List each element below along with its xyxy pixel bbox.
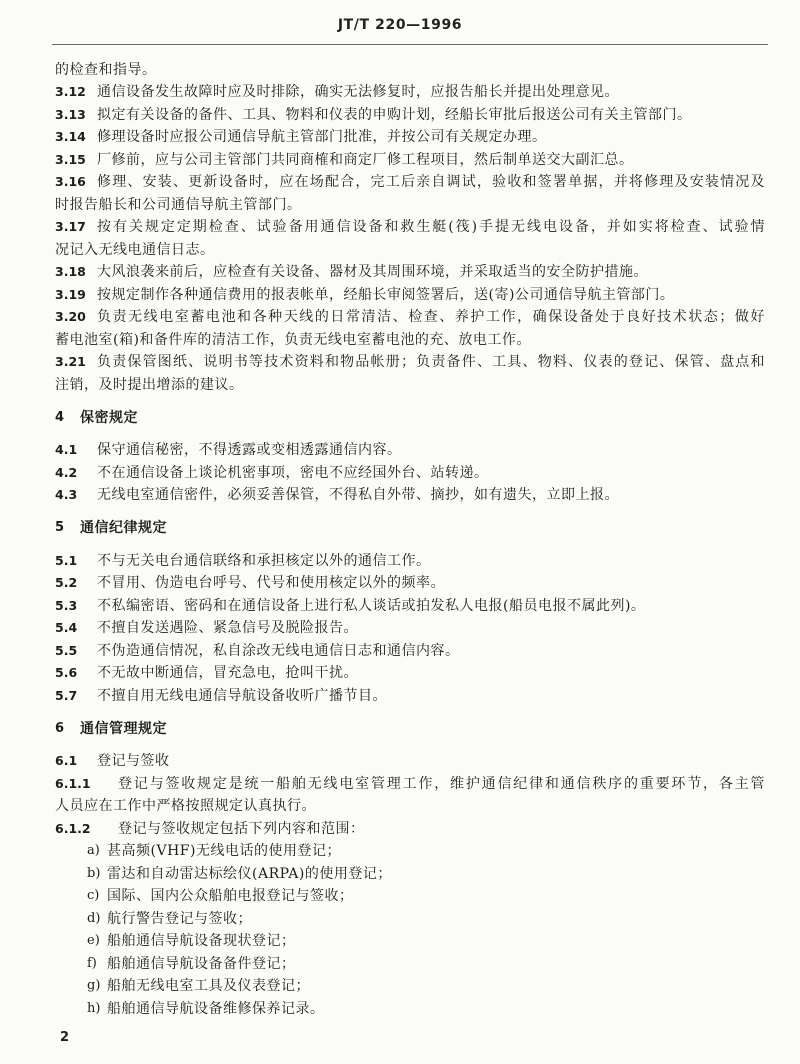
clause-number: 3.15 [55, 151, 86, 167]
section-number: 4 [55, 409, 65, 425]
clause-text-continued: 注销，及时提出增添的建议。 [55, 376, 244, 393]
clause-4-2 [55, 462, 765, 485]
clause-number: 6.1.2 [55, 820, 91, 836]
clause-text: 负责保管图纸、说明书等技术资料和物品帐册；负责备件、工具、物料、仪表的登记、保管、盘点和 [97, 354, 765, 371]
section-title: 通信纪律规定 [80, 520, 167, 537]
clause-text: 通信设备发生故障时应及时排除，确实无法修复时，应报告船长并提出处理意见。 [97, 84, 619, 101]
clause-3-17 [55, 216, 765, 261]
clause-5-1 [55, 550, 765, 573]
clause-text: 负责无线电室蓄电池和各种天线的日常清洁、检查、养护工作，确保设备处于良好技术状态；做好 [97, 309, 765, 326]
subsection-number: 6.1 [55, 753, 78, 769]
clause-line [55, 306, 765, 329]
clause-number: 3.13 [55, 106, 86, 122]
clause-6-1-1 [55, 773, 765, 818]
clause-4-1 [55, 439, 765, 462]
list-item-text: 国际、国内公众船舶电报登记与签收； [107, 888, 354, 905]
clause-5-4 [55, 617, 765, 640]
clause-number: 3.16 [55, 174, 86, 190]
clause-3-12 [55, 81, 765, 104]
clause-3-19 [55, 284, 765, 307]
clause-6-1-2 [55, 818, 765, 841]
continued-text: 的检查和指导。 [55, 61, 157, 78]
clause-line [55, 374, 765, 397]
clause-line [55, 216, 765, 239]
registration-list [55, 840, 765, 1020]
clause-text: 无线电室通信密件，必须妥善保管，不得私自外带、摘抄，如有遗失，立即上报。 [97, 487, 619, 504]
clause-number: 4.1 [55, 442, 78, 458]
clause-3-21 [55, 351, 765, 396]
clause-5-5 [55, 640, 765, 663]
clause-text-continued: 况记入无线电通信日志。 [55, 241, 215, 258]
clause-3-14 [55, 126, 765, 149]
clause-number: 4.2 [55, 464, 78, 480]
clause-number: 5.1 [55, 552, 78, 568]
section-number: 6 [55, 720, 65, 736]
list-item [55, 953, 765, 976]
list-item-text: 航行警告登记与签收； [107, 910, 252, 927]
clause-5-7 [55, 685, 765, 708]
clause-text: 大风浪袭来前后，应检查有关设备、器材及其周围环境，并采取适当的安全防护措施。 [97, 264, 648, 281]
list-item [55, 908, 765, 931]
clause-text: 修理、安装、更新设备时，应在场配合，完工后亲自调试，验收和签署单据，并将修理及安装情况及 [97, 174, 765, 191]
clause-text: 登记与签收规定包括下列内容和范围： [118, 820, 365, 837]
clause-number: 3.12 [55, 84, 86, 100]
clause-number: 3.21 [55, 354, 86, 370]
list-item [55, 930, 765, 953]
clause-number: 5.4 [55, 620, 78, 636]
clause-5-6 [55, 662, 765, 685]
clause-text: 不擅自用无线电通信导航设备收听广播节目。 [97, 687, 387, 704]
clause-number: 3.19 [55, 286, 86, 302]
section-5-heading [55, 517, 765, 540]
clause-text-continued: 蓄电池室(箱)和备件库的清洁工作，负责无线电室蓄电池的充、放电工作。 [55, 331, 531, 348]
clause-text: 不伪造通信情况，私自涂改无线电通信日志和通信内容。 [97, 642, 460, 659]
header-rule [52, 44, 768, 45]
list-item-label: b) [87, 865, 101, 881]
list-item-label: e) [87, 933, 100, 949]
section-title: 通信管理规定 [80, 720, 167, 737]
clause-5-2 [55, 572, 765, 595]
list-item-text: 船舶通信导航设备现状登记； [107, 933, 296, 950]
list-item-text: 雷达和自动雷达标绘仪(ARPA)的使用登记； [107, 865, 392, 882]
list-item-text: 船舶无线电室工具及仪表登记； [107, 978, 310, 995]
clause-text: 不擅自发送遇险、紧急信号及脱险报告。 [97, 620, 358, 637]
list-item-text: 船舶通信导航设备备件登记； [107, 955, 296, 972]
list-item-label: d) [87, 910, 101, 926]
clause-line [55, 795, 765, 818]
list-item [55, 998, 765, 1021]
clause-text-continued: 时报告船长和公司通信导航主管部门。 [55, 196, 302, 213]
clause-text: 拟定有关设备的备件、工具、物料和仪表的申购计划，经船长审批后报送公司有关主管部门。 [97, 106, 692, 123]
clause-number: 3.18 [55, 264, 86, 280]
clause-line [55, 773, 765, 796]
clause-3-15 [55, 149, 765, 172]
clause-text: 不冒用、伪造电台呼号、代号和使用核定以外的频率。 [97, 575, 445, 592]
clause-number: 5.6 [55, 665, 78, 681]
list-item-label: f) [87, 955, 97, 971]
clause-text-continued: 人员应在工作中严格按照规定认真执行。 [55, 798, 316, 815]
list-item-label: g) [87, 978, 101, 994]
subsection-title: 登记与签收 [97, 753, 170, 770]
list-item [55, 840, 765, 863]
clause-3-20 [55, 306, 765, 351]
clause-text: 不私编密语、密码和在通信设备上进行私人谈话或拍发私人电报(船员电报不属此列)。 [97, 597, 646, 614]
section-4-heading [55, 407, 765, 430]
list-item-text: 船舶通信导航设备维修保养记录。 [107, 1000, 325, 1017]
clause-4-3 [55, 484, 765, 507]
clause-line [55, 171, 765, 194]
clause-3-16 [55, 171, 765, 216]
clause-text: 修理设备时应报公司通信导航主管部门批准，并按公司有关规定办理。 [97, 129, 547, 146]
clause-line [55, 329, 765, 352]
clause-text: 按规定制作各种通信费用的报表帐单，经船长审阅签署后，送(寄)公司通信导航主管部门。 [97, 286, 675, 303]
list-item-label: a) [87, 843, 100, 859]
page-body [55, 59, 765, 1021]
clause-3-13 [55, 104, 765, 127]
clause-line [55, 239, 765, 262]
clause-number: 3.20 [55, 309, 86, 325]
section-6-heading [55, 718, 765, 741]
continued-text-line [55, 59, 765, 82]
clause-text: 保守通信秘密，不得透露或变相透露通信内容。 [97, 442, 402, 459]
clause-number: 5.5 [55, 642, 78, 658]
clause-5-3 [55, 595, 765, 618]
clause-text: 不与无关电台通信联络和承担核定以外的通信工作。 [97, 552, 431, 569]
page-number: 2 [60, 1030, 70, 1045]
clause-number: 4.3 [55, 487, 78, 503]
clause-number: 3.17 [55, 219, 86, 235]
clause-number: 5.3 [55, 597, 78, 613]
clause-text: 登记与签收规定是统一船舶无线电室管理工作，维护通信纪律和通信秩序的重要环节，各主管 [118, 775, 765, 792]
clause-line [55, 194, 765, 217]
clause-3-18 [55, 261, 765, 284]
clause-text: 不在通信设备上谈论机密事项，密电不应经国外台、站转递。 [97, 464, 489, 481]
section-number: 5 [55, 520, 65, 536]
clause-number: 3.14 [55, 129, 86, 145]
list-item [55, 885, 765, 908]
standard-code-header: JT/T 220—1996 [337, 17, 463, 33]
list-item-label: c) [87, 888, 100, 904]
clause-number: 6.1.1 [55, 775, 91, 791]
subsection-6-1 [55, 750, 765, 773]
list-item-text: 甚高频(VHF)无线电话的使用登记； [107, 843, 341, 860]
section-title: 保密规定 [80, 409, 138, 426]
clause-number: 5.2 [55, 575, 78, 591]
list-item [55, 975, 765, 998]
clause-text: 按有关规定定期检查、试验备用通信设备和救生艇(筏)手提无线电设备，并如实将检查、试验情 [97, 219, 765, 236]
list-item-label: h) [87, 1000, 101, 1016]
clause-number: 5.7 [55, 687, 78, 703]
clause-text: 厂修前，应与公司主管部门共同商榷和商定厂修工程项目，然后制单送交大副汇总。 [97, 151, 634, 168]
clause-line [55, 351, 765, 374]
list-item [55, 863, 765, 886]
clause-text: 不无故中断通信，冒充急电，抢叫干扰。 [97, 665, 358, 682]
